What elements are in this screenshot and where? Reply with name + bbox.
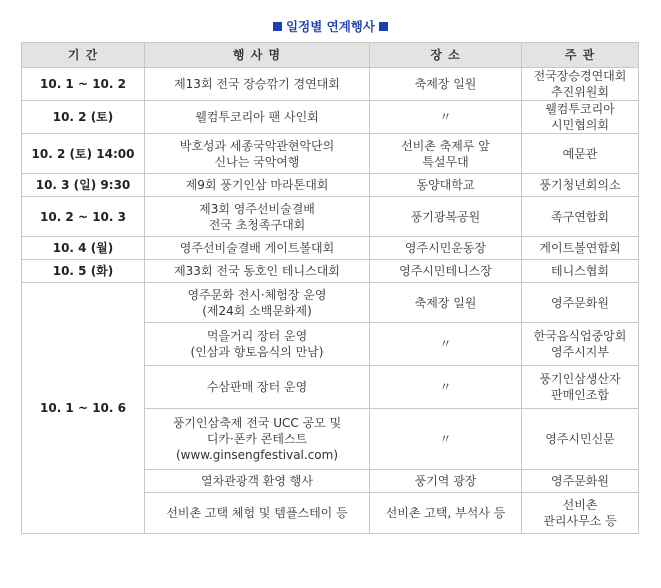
event-cell bbox=[145, 237, 370, 260]
event-cell-line: 풍기인삼축제 전국 UCC 공모 및 bbox=[172, 416, 342, 430]
host-cell bbox=[522, 493, 639, 534]
place-cell bbox=[370, 409, 522, 470]
host-cell bbox=[522, 283, 639, 323]
event-cell bbox=[145, 68, 370, 101]
event-cell bbox=[145, 283, 370, 323]
place-cell bbox=[370, 323, 522, 366]
event-cell-line: 열차관광객 환영 행사 bbox=[201, 474, 313, 488]
host-cell-line: 한국음식업중앙회 bbox=[533, 329, 627, 343]
event-cell-line: 제3회 영주선비술결배 bbox=[199, 201, 315, 216]
place-cell-line: 동양대학교 bbox=[416, 178, 475, 192]
event-cell-line: 신나는 국악여행 bbox=[214, 154, 300, 169]
event-cell bbox=[145, 101, 370, 134]
host-cell-line: 테니스협회 bbox=[551, 264, 609, 278]
host-cell bbox=[522, 323, 639, 366]
event-cell bbox=[145, 366, 370, 409]
place-cell bbox=[370, 68, 522, 101]
square-bullet-icon bbox=[379, 22, 388, 31]
table-header-row bbox=[22, 43, 639, 68]
place-cell bbox=[370, 260, 522, 283]
host-cell-line: 풍기인삼생산자 bbox=[539, 372, 621, 386]
host-cell bbox=[522, 174, 639, 197]
host-cell bbox=[522, 101, 639, 134]
header-period: 기 간 bbox=[22, 43, 145, 68]
event-cell bbox=[145, 470, 370, 493]
place-cell-line: 〃 bbox=[439, 337, 452, 351]
host-cell-line: 선비촌 bbox=[562, 498, 598, 512]
host-cell-line: 판매인조합 bbox=[551, 388, 609, 402]
event-cell-line: 영주문화 전시·체험장 운영 bbox=[187, 287, 327, 302]
place-cell bbox=[370, 283, 522, 323]
host-cell-line: 게이트볼연합회 bbox=[539, 241, 621, 255]
host-cell-line: 예문관 bbox=[562, 146, 598, 161]
place-cell bbox=[370, 493, 522, 534]
place-cell-line: 풍기광복공원 bbox=[410, 209, 481, 224]
host-cell-line: 전국장승경연대회 bbox=[533, 69, 627, 83]
event-cell-line: 박호성과 세종국악관현악단의 bbox=[179, 138, 335, 153]
period-cell: 10. 3 (일) 9:30 bbox=[22, 174, 145, 197]
period-cell: 10. 2 (토) 14:00 bbox=[22, 134, 145, 174]
event-cell-line: 영주선비술결배 게이트볼대회 bbox=[179, 241, 335, 255]
header-host: 주 관 bbox=[522, 43, 639, 68]
host-cell-line: 추진위원회 bbox=[551, 85, 609, 99]
page-title bbox=[0, 17, 661, 35]
table-row bbox=[22, 134, 639, 174]
place-cell-line: 〃 bbox=[439, 380, 452, 394]
place-cell bbox=[370, 366, 522, 409]
place-cell-line: 축제장 일원 bbox=[414, 295, 477, 310]
host-cell-line: 영주문화원 bbox=[551, 474, 609, 488]
place-cell bbox=[370, 101, 522, 134]
event-cell-line: 제13회 전국 장승깎기 경연대회 bbox=[174, 77, 340, 91]
period-cell: 10. 1 ~ 10. 6 bbox=[22, 283, 145, 534]
event-cell-line: 제9회 풍기인삼 마라톤대회 bbox=[185, 178, 329, 192]
host-cell bbox=[522, 409, 639, 470]
host-cell-line: 시민협의회 bbox=[551, 118, 609, 132]
host-cell bbox=[522, 134, 639, 174]
place-cell bbox=[370, 197, 522, 237]
event-cell-line: 웰컴투코리아 팬 사인회 bbox=[195, 110, 319, 124]
table-row bbox=[22, 260, 639, 283]
events-table bbox=[21, 42, 639, 534]
event-cell-line: (www.ginsengfestival.com) bbox=[175, 448, 339, 462]
period-cell: 10. 2 (토) bbox=[22, 101, 145, 134]
place-cell-line: 〃 bbox=[439, 110, 452, 124]
place-cell-line: 풍기역 광장 bbox=[414, 474, 477, 488]
event-cell-line: 수삼판매 장터 운영 bbox=[206, 380, 308, 394]
period-cell: 10. 1 ~ 10. 2 bbox=[22, 68, 145, 101]
place-cell bbox=[370, 174, 522, 197]
event-cell-line: 선비촌 고택 체험 및 템플스테이 등 bbox=[166, 506, 348, 520]
place-cell-line: 〃 bbox=[439, 432, 452, 446]
place-cell-line: 선비촌 고택, 부석사 등 bbox=[385, 506, 506, 520]
table-row bbox=[22, 197, 639, 237]
host-cell-line: 풍기청년회의소 bbox=[539, 178, 621, 192]
event-cell bbox=[145, 134, 370, 174]
place-cell bbox=[370, 134, 522, 174]
host-cell bbox=[522, 237, 639, 260]
host-cell-line: 족구연합회 bbox=[551, 209, 609, 224]
event-cell-line: (제24회 소백문화제) bbox=[202, 303, 312, 318]
host-cell-line: 영주시지부 bbox=[551, 345, 609, 359]
period-cell: 10. 2 ~ 10. 3 bbox=[22, 197, 145, 237]
header-event: 행 사 명 bbox=[145, 43, 370, 68]
place-cell-line: 선비촌 축제루 앞 bbox=[401, 138, 490, 153]
event-cell bbox=[145, 174, 370, 197]
host-cell-line: 관리사무소 등 bbox=[543, 514, 617, 528]
place-cell-line: 특설무대 bbox=[422, 154, 469, 169]
host-cell bbox=[522, 68, 639, 101]
table-row bbox=[22, 68, 639, 101]
event-cell-line: 전국 초청족구대회 bbox=[208, 217, 306, 232]
event-cell-line: 제33회 전국 동호인 테니스대회 bbox=[174, 264, 340, 278]
host-cell-line: 웰컴투코리아 bbox=[545, 102, 615, 116]
place-cell-line: 축제장 일원 bbox=[414, 77, 477, 91]
event-cell-line: 디카·폰카 콘테스트 bbox=[206, 432, 308, 446]
event-cell-line: (인삼과 향토음식의 만남) bbox=[190, 345, 324, 359]
event-cell bbox=[145, 409, 370, 470]
host-cell bbox=[522, 197, 639, 237]
period-cell: 10. 5 (화) bbox=[22, 260, 145, 283]
event-cell bbox=[145, 323, 370, 366]
table-row bbox=[22, 101, 639, 134]
table-row bbox=[22, 174, 639, 197]
host-cell bbox=[522, 366, 639, 409]
host-cell bbox=[522, 260, 639, 283]
host-cell bbox=[522, 470, 639, 493]
place-cell-line: 영주시민테니스장 bbox=[399, 264, 492, 278]
place-cell-line: 영주시민운동장 bbox=[404, 241, 487, 255]
table-row bbox=[22, 283, 639, 323]
square-bullet-icon bbox=[273, 22, 282, 31]
host-cell-line: 영주문화원 bbox=[551, 295, 609, 310]
event-cell bbox=[145, 197, 370, 237]
header-place: 장 소 bbox=[370, 43, 522, 68]
event-cell-line: 먹을거리 장터 운영 bbox=[206, 329, 308, 343]
period-cell: 10. 4 (월) bbox=[22, 237, 145, 260]
event-cell bbox=[145, 260, 370, 283]
place-cell bbox=[370, 470, 522, 493]
host-cell-line: 영주시민신문 bbox=[545, 432, 615, 446]
title-text: 일정별 연계행사 bbox=[286, 19, 375, 34]
event-cell bbox=[145, 493, 370, 534]
table-row bbox=[22, 237, 639, 260]
place-cell bbox=[370, 237, 522, 260]
